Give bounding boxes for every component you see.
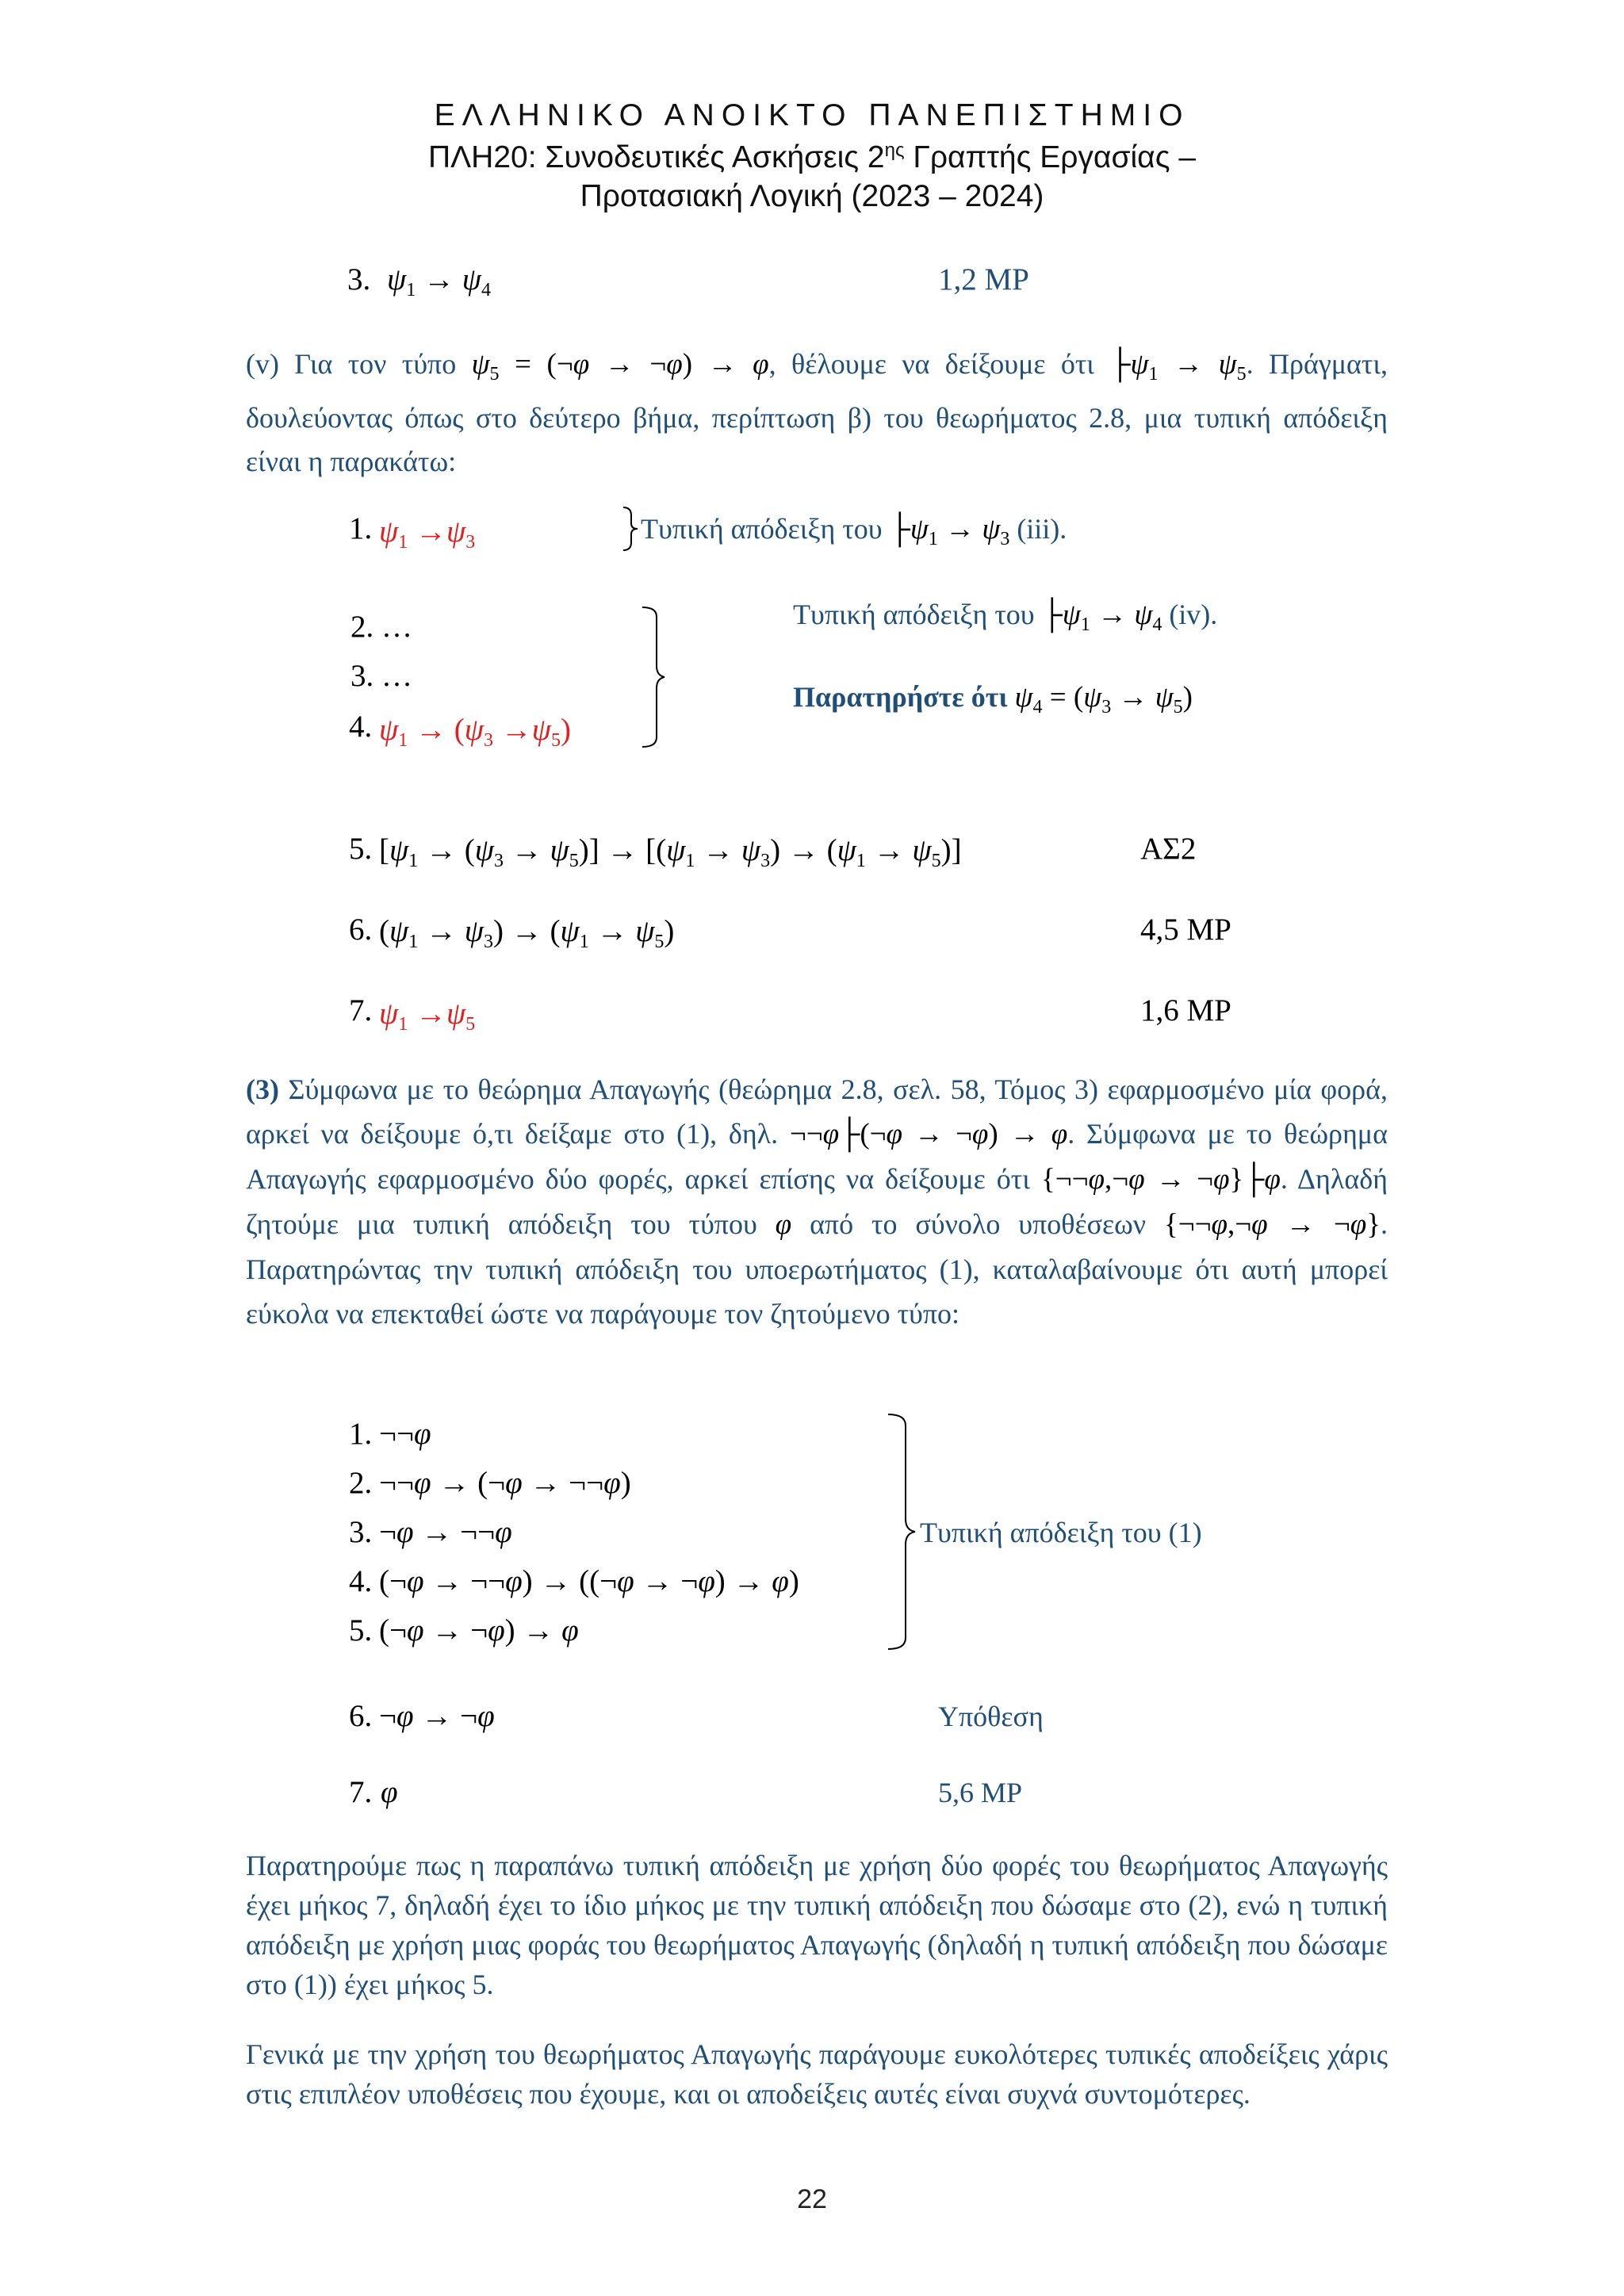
closing-paragraph-1: Παρατηρούμε πως η παραπάνω τυπική απόδειξη με χρήση δύο φορές του θεωρήματος Απαγωγής έχει μήκος 7, δηλαδή έχει το ίδιο μήκος με την τυπική απόδειξη που δώσαμε στο (2), ενώ η τυπική απόδειξη με χρήση μιας φοράς του θεωρήματος Απαγωγής (δηλαδή η τυπική απόδειξη που δώσαμε στο (1)) έχει μήκος 5. [246,1850,1388,2000]
proof3-l4-num: 4. [349,1564,373,1598]
proof-v-l5-justification: ΑΣ2 [1140,832,1197,866]
proof3-l7-formula: φ [381,1775,398,1809]
proof3-l7-num: 7. [349,1775,373,1809]
proof3-l1-formula: ¬¬φ [379,1417,431,1451]
proof-v-l5-num: 5. [349,832,373,866]
proof3-l1-num: 1. [349,1417,373,1451]
proof-v-l1-justification: Τυπική απόδειξη του $├\psi_1 \to \psi_3$ (iii). [641,513,1067,549]
proof3-l5-num: 5. [349,1613,373,1647]
proof-v-note: Παρατηρήστε ότι $\psi_4 = (\psi_3 \to \psi_5)$ [793,681,1193,718]
proof3-l4-formula: (¬φ → ¬¬φ) → ((¬φ → ¬φ) → φ) [379,1564,799,1598]
proof-v-l7-formula: $\psi_1 \to\psi_5$ [379,997,476,1035]
proof-v-l1-formula: $\psi_1 \to\psi_3$ [379,515,476,553]
proof-v-l1-brace [620,506,641,552]
university-name: ΕΛΛΗΝΙΚΟ ΑΝΟΙΚΤΟ ΠΑΝΕΠΙΣΤΗΜΙΟ [434,98,1190,132]
proof-v-l6-formula: $(\psi_1 \to \psi_3) \to (\psi_1 \to \psi_5)$ [379,914,675,952]
proof3-l6-formula: ¬φ → ¬φ [379,1699,495,1733]
proof-v-l5-formula: $[\psi_1 \to (\psi_3 \to \psi_5)] \to [(\psi_1 \to \psi_3) \to (\psi_1 \to \psi_5)]$ [379,833,962,871]
proof3-l2-num: 2. [349,1466,373,1500]
proof3-l6-num: 6. [349,1699,373,1733]
proof-v-l4-num: 4. [349,710,373,744]
proof3-l7-justification: 5,6 MP [938,1777,1023,1808]
proof3-group-brace [885,1413,917,1651]
proof-v-l7-num: 7. [349,993,373,1027]
proof-v-l1-num: 1. [349,511,373,545]
proof-v-l6-justification: 4,5 MP [1140,913,1231,947]
proof-iv-line3-num: 3. [347,262,371,297]
proof-v-l4-formula: $\psi_1 \to (\psi_3 \to\psi_5)$ [379,713,571,751]
closing-paragraph-2: Γενικά με την χρήση του θεωρήματος Απαγωγής παράγουμε ευκολότερες τυπικές αποδείξεις χάρις στις επιπλέον υποθέσεις που έχουμε, και οι αποδείξεις αυτές είναι συχνά συντομότερες. [246,2038,1388,2110]
proof-v-group-brace [639,606,666,748]
proof3-l2-formula: ¬¬φ → (¬φ → ¬¬φ) [379,1466,631,1500]
proof-iv-line3-justification: 1,2 MP [938,262,1029,297]
proof-iv-line3-formula: $\psi_1 \to \psi_4$ [387,262,491,300]
proof3-l6-justification: Υπόθεση [938,1701,1044,1732]
proof3-l5-formula: (¬φ → ¬φ) → φ [379,1613,579,1647]
page-number: 22 [797,2184,827,2214]
proof-v-group-justification: Τυπική απόδειξη του $├\psi_1 \to \psi_4$ (iv). [793,599,1218,635]
course-topic: Προτασιακή Λογική (2023 – 2024) [580,179,1044,213]
proof3-group-justification: Τυπική απόδειξη του (1) [920,1517,1202,1548]
part-3-paragraph: (3) Σύμφωνα με το θεώρημα Απαγωγής (θεώρημα 2.8, σελ. 58, Τόμος 3) εφαρμοσμένο μία φορά, αρκεί να δείξουμε ό,τι δείξαμε στο (1), δηλ. ¬¬φ├(¬φ → ¬φ) → φ. Σύμφωνα με το θεώρημα Απαγωγής εφαρμοσμένο δύο φορές, αρκεί επίσης να δείξουμε ότι {¬¬φ,¬φ → ¬φ}├φ. Δηλαδή ζητούμε μια τυπική απόδειξη του τύπου φ από το σύνολο υποθέσεων {¬¬φ,¬φ → ¬φ}. Παρατηρώντας την τυπική απόδειξη του υποερωτήματος (1), καταλαβαίνουμε ότι αυτή μπορεί εύκολα να επεκταθεί ώστε να παράγουμε τον ζητούμενο τύπο: [246,1073,1388,1330]
part-v-intro: (v) Για τον τύπο $\psi_5$ = (¬φ → ¬φ) → φ, θέλουμε να δείξουμε ότι $├\psi_1 \to \psi_5$. Πράγματι, δουλεύοντας όπως στο δεύτερο βήμα, περίπτωση β) του θεωρήματος 2.8, μια τυπική απόδειξη είναι η παρακάτω: [246,348,1388,477]
proof-v-l7-justification: 1,6 MP [1140,993,1231,1027]
proof3-l3-num: 3. [349,1515,373,1549]
proof-v-l2: 2. … [350,610,412,644]
proof-v-l6-num: 6. [349,913,373,947]
course-title: ΠΛΗ20: Συνοδευτικές Ασκήσεις $2^{\eta\varsigma}$ Γραπτής Εργασίας – [427,140,1197,174]
proof-v-l3: 3. … [350,659,412,693]
proof3-l3-formula: ¬φ → ¬¬φ [379,1515,512,1549]
